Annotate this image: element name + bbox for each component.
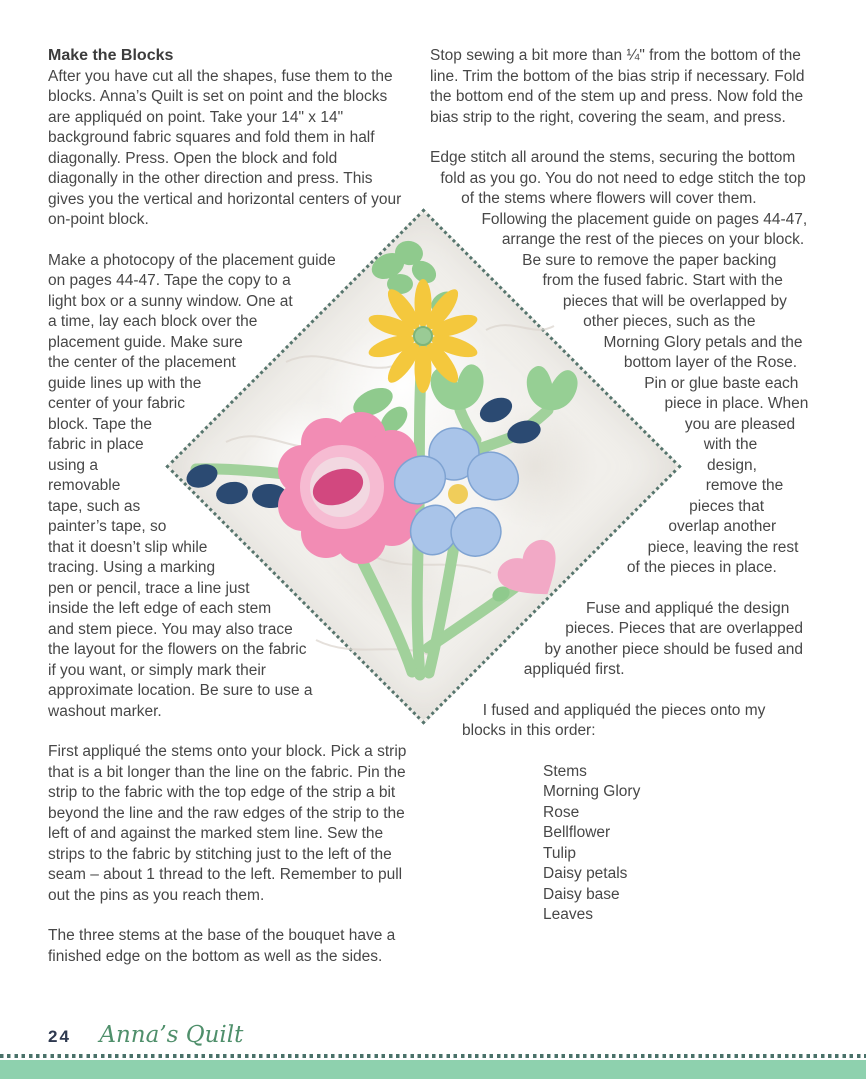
section-heading: Make the Blocks — [48, 47, 174, 64]
page-number: 24 — [48, 1027, 71, 1046]
paragraph-applique-stems: First appliqué the stems onto your block. Pick a strip that is a bit longer than the line on the fabric. Pin the strip to the fabric with the top edge of the strip a bit beyond the line and the raw edges of the strip to the left of and against the marked stem line. Sew the strips to the fabric by stitching just to the left of the seam – about 1 thread to the left. Remember to pull out the pins as you reach them. — [48, 743, 407, 904]
fusing-order-list — [543, 762, 810, 926]
footer-dotted-divider — [0, 1054, 866, 1058]
list-item: Tulip — [543, 844, 577, 862]
book-title: Anna’s Quilt — [99, 1022, 244, 1048]
page-footer — [48, 1022, 243, 1048]
paragraph-make-blocks: After you have cut all the shapes, fuse them to the blocks. Anna’s Quilt is set on point and the blocks are appliquéd on point. Take your 14" x 14" background fabric squares and fold them in half diagonally. Press. Open the block and fold diagonally in the other direction and press. This gives you the vertical and horizontal centers of your on-point block. — [48, 67, 402, 228]
paragraph-fusing-order-intro: I fused and appliquéd the pieces onto my blocks in this order: — [462, 701, 766, 739]
list-item: Daisy base — [543, 885, 620, 903]
list-item: Leaves — [543, 906, 593, 923]
list-item: Daisy petals — [543, 865, 628, 882]
list-item: Bellflower — [543, 824, 611, 841]
footer-accent-bar — [0, 1060, 866, 1079]
paragraph-photocopy-guide: Make a photocopy of the placement guide on pages 44-47. Tape the copy to a light box or a sunny window. One at a time, lay each block over the placement guide. Make sure the center of the placement guide lines up with the center of your fabric block. Tape the fabric in place using a removable tape, such as painter’s tape, so that it doesn’t slip while tracing. Using a marking pen or pencil, trace a line just inside the left edge of each stem and stem piece. You may also trace the layout for the flowers on the fabric if you want, or simply mark their approximate location. Be sure to use a washout marker. — [48, 251, 336, 720]
list-item: Morning Glory — [543, 783, 641, 800]
applique-flowers-illustration — [166, 210, 682, 724]
paragraph-fuse-applique: Fuse and appliqué the design pieces. Pieces that are overlapped by another piece should be fused and appliquéd first. — [523, 599, 804, 678]
list-item: Stems — [543, 762, 587, 780]
paragraph-edge-stitch: Edge stitch all around the stems, securing the bottom fold as you go. You do not need to edge stitch the top of the stems where flowers will cover them. Following the placement guide on pages 44-47, arrange the rest of the pieces on your block. Be sure to remove the paper backing from the fused fabric. Start with the pieces that will be overlapped by other pieces, such as the Morning Glory petals and the bottom layer of the Rose. Pin or glue baste each piece in place. When you are pleased with the design, remove the pieces that overlap another piece, leaving the rest of the pieces in place. — [430, 149, 809, 576]
paragraph-three-stems: The three stems at the base of the bouquet have a finished edge on the bottom as well as the sides. — [48, 927, 396, 965]
list-item: Rose — [543, 803, 580, 821]
paragraph-stop-sewing: Stop sewing a bit more than ¼" from the bottom of the line. Trim the bottom of the bias strip if necessary. Fold the bottom end of the stem up and press. Now fold the bias strip to the right, covering the seam, and press. — [430, 47, 805, 126]
